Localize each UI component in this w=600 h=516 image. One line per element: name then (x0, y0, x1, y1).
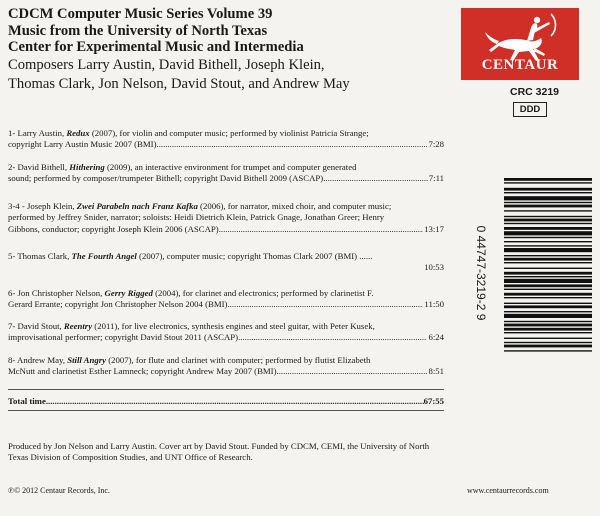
track-duration: 13:17 (424, 223, 444, 234)
production-credits: Produced by Jon Nelson and Larry Austin. Cover art by David Stout. Funded by CDCM, CEMI, the University of North Texas Division of Composition Studies, and UNT Office of Research. (8, 441, 430, 463)
catalog-number: CRC 3219 (510, 86, 560, 98)
track-work: Zwei Parabeln nach Franz Kafka (76, 201, 198, 211)
barcode-bar (504, 279, 592, 283)
barcode-bar (504, 237, 592, 238)
album-title (8, 6, 448, 56)
barcode-bar (504, 182, 592, 183)
track-text: performed by Jeffrey Snider, narrator; soloists: Heidi Dietrich Klein, Patrick Gnage, Jonathan Greer; Henry (8, 212, 385, 223)
website-url: www.centaurrecords.com (467, 486, 549, 495)
barcode-bar (504, 196, 592, 200)
barcode-bar (504, 262, 592, 263)
barcode-number: 0 44747-3219-2 9 (474, 225, 488, 321)
barcode-bar (504, 328, 592, 331)
track-duration: 7:28 (428, 139, 444, 150)
total-time (8, 396, 444, 406)
barcode-bar (504, 192, 592, 193)
barcode-bar (504, 268, 592, 269)
track-work: Reentry (63, 321, 93, 331)
composers-list (8, 56, 448, 93)
track-text: 1- Larry Austin, Redux (2007), for violin and computer music; performed by violinist Patricia Strange; (8, 128, 369, 138)
divider (8, 410, 444, 411)
barcode-bar (504, 178, 592, 181)
barcode-bar (504, 210, 592, 211)
barcode-bar (504, 303, 592, 304)
track-text: 7- David Stout, Reentry (2011), for live electronics, synthesis engines and steel guitar, with Peter Kusek, (8, 321, 375, 331)
track-text: sound; performed by composer/trumpeter Bithell; copyright David Bithell 2009 (ASCAP) (8, 173, 324, 184)
track-text: McNutt and clarinetist Esther Lamneck; copyright Andrew May 2007 (BMI) (8, 366, 277, 377)
track-text: 5- Thomas Clark, The Fourth Angel (2007), computer music; copyright Thomas Clark 2007 (BMI) ...... (8, 251, 373, 261)
barcode-bar (504, 216, 592, 217)
barcode-bar (504, 321, 592, 322)
barcode-bar (504, 350, 592, 351)
track-text: 8- Andrew May, Still Angry (2007), for flute and clarinet with computer; performed by flutist Elizabeth (8, 355, 371, 365)
track-duration: 11:50 (424, 299, 444, 310)
barcode-bar (504, 272, 592, 275)
track-work: Hithering (69, 162, 105, 172)
track-duration: 10:53 (424, 262, 444, 273)
track-work: The Fourth Angel (71, 251, 137, 261)
barcode-bar (504, 345, 592, 348)
track-work: Still Angry (67, 355, 107, 365)
barcode-bar (504, 314, 592, 318)
barcode-bar (504, 202, 592, 203)
logo-text: CENTAUR (481, 57, 559, 73)
track-duration: 7:11 (428, 173, 444, 184)
total-label: Total time (8, 396, 46, 406)
track-item (8, 288, 444, 311)
barcode-bar (504, 231, 592, 235)
centaur-logo (461, 8, 579, 80)
barcode-bar (504, 188, 592, 191)
track-text: improvisational performer; copyright David Stout 2011 (ASCAP) (8, 332, 239, 343)
title-line: Music from the University of North Texas (8, 22, 268, 39)
barcode-bar (504, 324, 592, 327)
track-text: Gerard Errante; copyright Jon Christopher Nelson 2004 (BMI) (8, 299, 228, 310)
composers-line: Composers Larry Austin, David Bithell, Joseph Klein, (8, 57, 325, 73)
barcode-bar (504, 332, 592, 333)
barcode-bar (504, 248, 592, 252)
track-item (8, 251, 444, 274)
title-line: CDCM Computer Music Series Volume 39 (8, 6, 273, 22)
barcode-bar (504, 245, 592, 246)
track-item (8, 128, 444, 151)
barcode-bar (504, 311, 592, 312)
composers-line: Thomas Clark, Jon Nelson, David Stout, and Andrew May (8, 75, 350, 92)
barcode-bar (504, 276, 592, 277)
track-duration: 8:51 (428, 366, 444, 377)
track-text: 2- David Bithell, Hithering (2009), an interactive environment for trumpet and computer generated (8, 162, 357, 172)
divider (8, 389, 444, 390)
track-item (8, 355, 444, 378)
track-item (8, 162, 444, 185)
barcode-bar (504, 227, 592, 230)
track-text: copyright Larry Austin Music 2007 (BMI) (8, 139, 157, 150)
barcode-bar (504, 338, 592, 339)
track-work: Gerry Rigged (104, 288, 153, 298)
title-line: Center for Experimental Music and Intermedia (8, 39, 304, 56)
track-work: Redux (66, 128, 90, 138)
barcode-bar (504, 297, 592, 298)
track-duration: 6:24 (428, 332, 444, 343)
track-text: Gibbons, conductor; copyright Joseph Klein 2006 (ASCAP) (8, 223, 219, 234)
barcode-bar (504, 305, 592, 308)
barcode-bar (504, 219, 592, 222)
copyright-notice: ℗© 2012 Centaur Records, Inc. (8, 486, 110, 495)
track-text: 6- Jon Christopher Nelson, Gerry Rigged (2004), for clarinet and electronics; performed by clarinetist F. (8, 288, 374, 298)
barcode-bar (504, 284, 592, 287)
track-item (8, 321, 444, 344)
barcode-bar (504, 255, 592, 256)
barcode-bar (504, 223, 592, 224)
barcode-bar (504, 293, 592, 296)
ddd-badge: DDD (513, 102, 547, 117)
barcode-bar (504, 289, 592, 290)
barcode-bar (504, 241, 592, 242)
total-duration: 67:55 (423, 396, 444, 406)
barcode-bar (504, 205, 592, 208)
barcode (474, 138, 594, 438)
track-item (8, 201, 444, 235)
barcode-bar (504, 258, 592, 261)
track-text: 3-4 - Joseph Klein, Zwei Parabeln nach Franz Kafka (2006), for narrator, mixed choir, and computer music; (8, 201, 392, 211)
barcode-bar (504, 342, 592, 343)
